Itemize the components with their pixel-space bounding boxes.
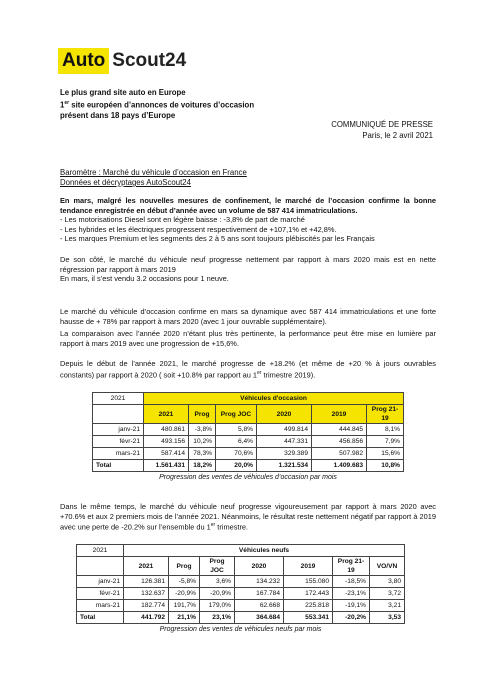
barometer-line1: Baromètre : Marché du véhicule d’occasion en France: [60, 168, 247, 177]
barometer-title: [60, 168, 247, 188]
tagline-line2: 1er site européen d’annonces de voitures d’occasion: [60, 100, 255, 110]
used-car-table-wrap: [92, 392, 404, 481]
new-car-table-wrap: [76, 544, 405, 633]
used-car-caption: Progression des ventes de véhicules d’occasion par mois: [159, 474, 337, 481]
table-row: janv-21 480.861 -3,8% 5,8% 499.814 444.845 8,1%: [93, 424, 404, 436]
table-row: janv-21 126.381 -5,8% 3,6% 134.232 155.080 -18,5% 3,80: [77, 576, 405, 588]
intro-bullet-3: - Les marques Premium et les segments des 2 à 5 ans sont toujours plébiscités par les Français: [60, 234, 375, 244]
table-row: mars-21 587.414 78,3% 70,6% 329.389 507.982 15,6%: [93, 448, 404, 460]
new-car-line2: En mars, il s’est vendu 3.2 occasions pour 1 neuve.: [60, 274, 229, 284]
barometer-line2: Données et décryptages AutoScout24: [60, 178, 191, 187]
year-paragraph: Depuis le début de l’année 2021, le marché progresse de +18.2% (et même de +20 % à jours ouvrables constants) par rapport à 2020 ( soit +10.8% par rapport au 1er trimestre 2019).: [60, 359, 436, 380]
vn-paragraph: Dans le même temps, le marché du véhicule neuf progresse vigoureusement par rapport à mars 2020 avec +70.6% et aux 2 premiers mois de l’année 2021. Néanmoins, le résultat reste nettement négatif par rapport à 2019 avec une perte de -20.2% sur l’ensemble du 1er trimestre.: [60, 502, 436, 532]
autoscout24-logo: [58, 48, 186, 74]
table-total-row: Total 1.561.431 18,2% 20,0% 1.321.534 1.409.683 10,8%: [93, 460, 404, 472]
logo-box: Auto: [58, 48, 109, 74]
new-car-caption: Progression des ventes de véhicules neufs par mois: [159, 626, 322, 633]
tagline: [60, 88, 254, 121]
press-label: COMMUNIQUÉ DE PRESSE: [331, 120, 433, 129]
tagline-line1: Le plus grand site auto en Europe: [60, 88, 186, 97]
vn-title-cell: Véhicules neufs: [124, 545, 405, 557]
table-row: mars-21 182.774 191,7% 179,0% 62.668 225.818 -19,1% 3,21: [77, 600, 405, 612]
table-row: févr-21 493.156 10,2% 6,4% 447.331 456.856 7,9%: [93, 436, 404, 448]
logo-text: Scout24: [112, 50, 187, 71]
vo-year-cell: 2021: [93, 393, 144, 405]
table-total-row: Total 441.792 21,1% 23,1% 364.684 553.341 -20,2% 3,53: [77, 612, 405, 624]
used-car-table: 2021 Véhicules d'occasion 2021 Prog Prog JOC 2020 2019 Prog 21-19 janv-21 480.861 -3,8% 5,8% 499.814 444.845 8,1% févr-21 493.156 10,2% 6,4% 447.331 456.856 7,9% mars-21 587.414 78,3% 70,6% 329.389 507.982 15,6% Total 1.561.431 18,2% 20,0% 1.321.534 1.409.683 10,8%: [92, 392, 404, 472]
new-car-paragraph: [60, 255, 436, 284]
press-header: [331, 120, 433, 141]
used-car-text-b: La comparaison avec l’année 2020 n’étant plus très pertinente, la performance peut être mise en lumière par rapport à mars 2019 avec une progression de +15,6%.: [60, 329, 436, 348]
table-row: févr-21 132.637 -20,9% -20,9% 167.784 172.443 -23,1% 3,72: [77, 588, 405, 600]
vn-year-cell: 2021: [77, 545, 124, 557]
intro-bullet-1: - Les motorisations Diesel sont en légère baisse : -3,8% de part de marché: [60, 215, 305, 225]
intro-bullet-2: - Les hybrides et les électriques progressent respectivement de +107,1% et +42,8%.: [60, 224, 337, 234]
new-car-table: 2021 Véhicules neufs 2021 Prog Prog JOC 2020 2019 Prog 21-19 VO/VN janv-21 126.381 -5,8% 3,6% 134.232 155.080 -18,5% 3,80 févr-21 132.637 -20,9% -20,9% 167.784 172.443 -23,1% 3,72 mars-21 182.774 191,7% 179,0% 62.668 225.818 -19,1% 3,21 Total 441.792 21,1% 23,1% 364.684 553.341 -20,2% 3,53: [76, 544, 405, 624]
new-car-line1: De son côté, le marché du véhicule neuf progresse nettement par rapport à mars 2020 mais est en nette régression par rapport à mars 2019: [60, 255, 436, 274]
intro-paragraph: [60, 196, 436, 244]
vo-title-cell: Véhicules d'occasion: [144, 393, 404, 405]
intro-bold: En mars, malgré les nouvelles mesures de confinement, le marché de l’occasion confirme la bonne tendance enregistrée en début d’année avec un volume de 587 414 immatriculations.: [60, 196, 436, 215]
tagline-line3: présent dans 18 pays d’Europe: [60, 110, 176, 120]
press-date: Paris, le 2 avril 2021: [362, 130, 433, 140]
used-car-text-a: Le marché du véhicule d’occasion confirme en mars sa dynamique avec 587 414 immatriculations et une forte hausse de + 78% par rapport à mars 2020 (avec 1 jour ouvrable supplémentaire).: [60, 307, 436, 326]
used-car-paragraph: [60, 307, 436, 348]
